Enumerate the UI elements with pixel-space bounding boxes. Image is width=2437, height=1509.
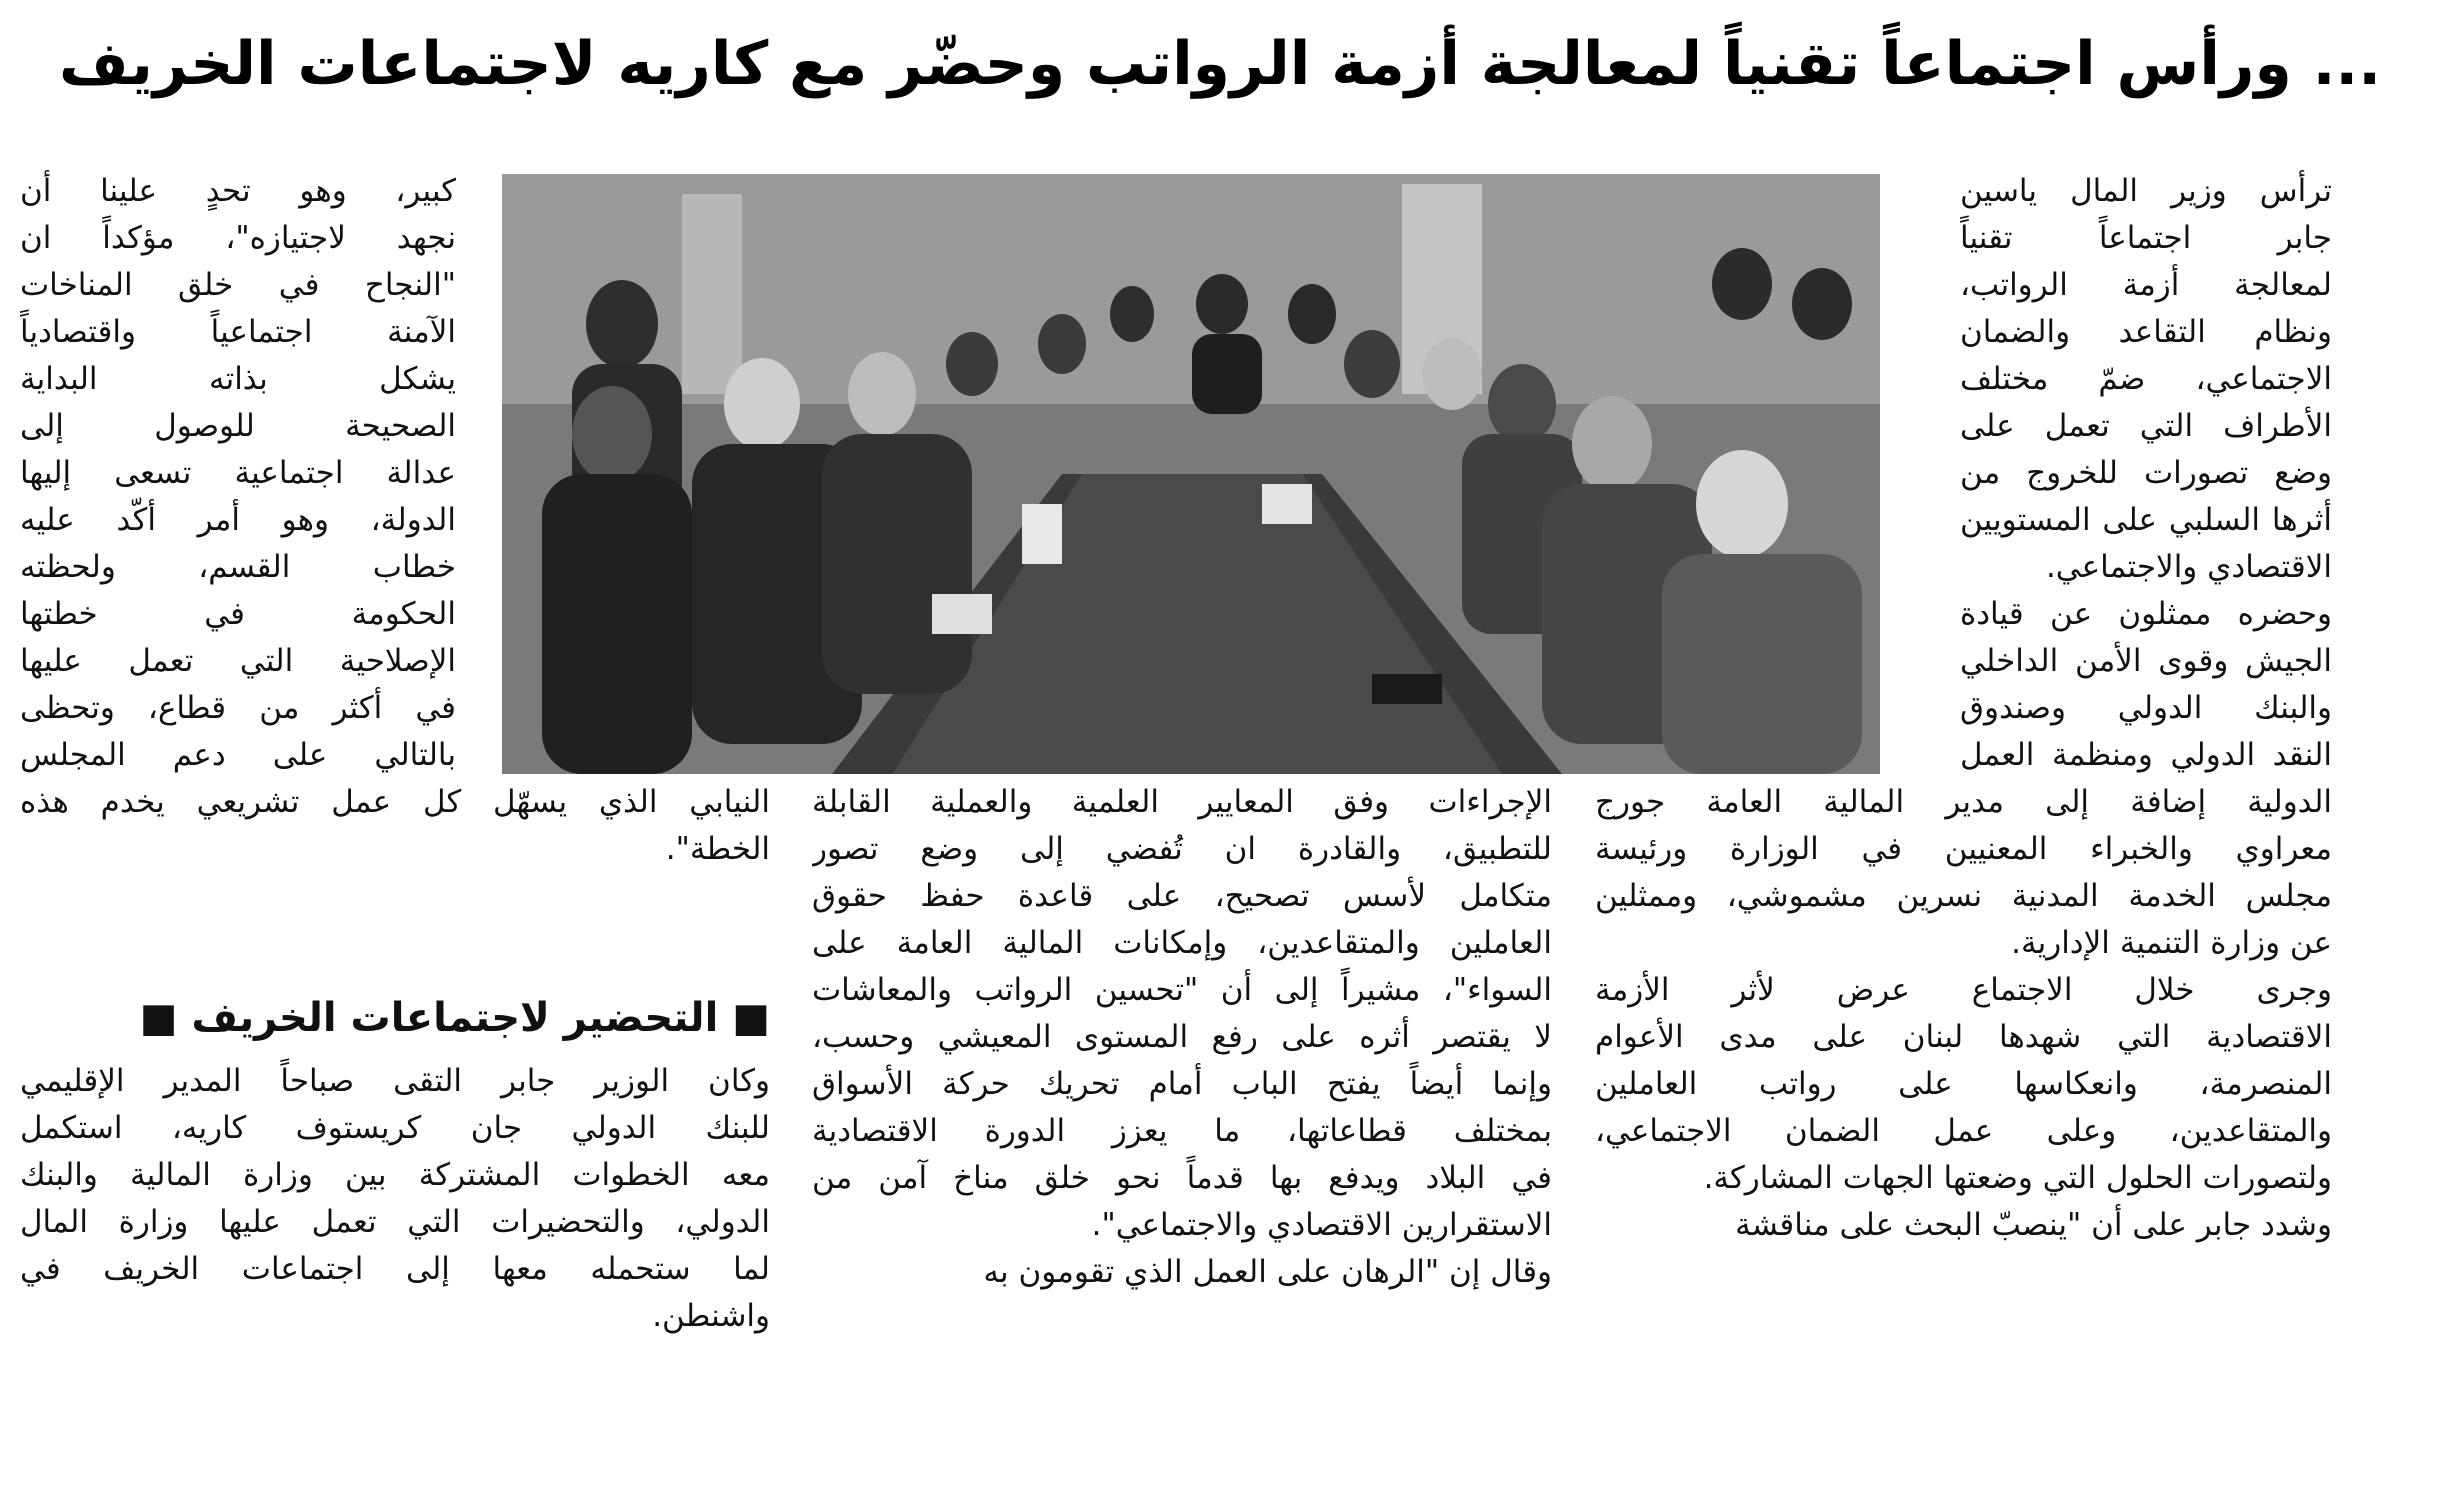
article-line: عن وزارة التنمية الإدارية. [2011, 925, 2332, 961]
article-line: المنصرمة، وانعكاسها على رواتب العاملين [1595, 1066, 2332, 1102]
article-line: الاقتصادي والاجتماعي. [2045, 549, 2332, 585]
article-line: وقال إن "الرهان على العمل الذي تقومون به [983, 1254, 1552, 1290]
article-line: الدولي، والتحضيرات التي تعمل عليها وزارة المال [20, 1204, 770, 1240]
article-line: وضع تصورات للخروج من [1960, 455, 2332, 491]
section-subheading: ■ التحضير لاجتماعات الخريف ■ [139, 995, 770, 1041]
article-line: وحضره ممثلون عن قيادة [1960, 596, 2332, 632]
article-line: الآمنة اجتماعياً واقتصادياً [20, 314, 456, 350]
article-line: الدولية إضافة إلى مدير المالية العامة جورج [1595, 784, 2332, 820]
article-line: الجيش وقوى الأمن الداخلي [1960, 643, 2332, 679]
meeting-photo [502, 174, 1880, 774]
article-line: الإصلاحية التي تعمل عليها [20, 643, 456, 679]
article-line: بمختلف قطاعاتها، ما يعزز الدورة الاقتصادية [812, 1113, 1552, 1149]
article-column-right-wide [1595, 779, 2332, 1249]
article-line: لمعالجة أزمة الرواتب، [1960, 267, 2332, 303]
article-line: واشنطن. [652, 1298, 770, 1334]
article-line: للتطبيق، والقادرة ان تُفضي إلى وضع تصور [812, 831, 1552, 867]
article-line: الاستقرارين الاقتصادي والاجتماعي". [1091, 1207, 1552, 1243]
article-line: لما ستحمله معها إلى اجتماعات الخريف في [20, 1251, 770, 1287]
article-line: ولتصورات الحلول التي وضعتها الجهات المشاركة. [1703, 1160, 2332, 1196]
article-line: وكان الوزير جابر التقى صباحاً المدير الإقليمي [20, 1063, 770, 1099]
article-line: مجلس الخدمة المدنية نسرين مشموشي، وممثلين [1595, 878, 2332, 914]
article-line: كبير، وهو تحدٍ علينا أن [20, 173, 456, 209]
article-column-left [20, 168, 456, 779]
article-line: النقد الدولي ومنظمة العمل [1960, 737, 2332, 773]
article-line: ترأس وزير المال ياسين [1960, 173, 2332, 209]
article-column-left-bottom [20, 970, 770, 1340]
article-line: الاقتصادية التي شهدها لبنان على مدى الأعوام [1595, 1019, 2332, 1055]
meeting-photo-icon [502, 174, 1880, 774]
article-line: جابر اجتماعاً تقنياً [1960, 220, 2332, 256]
article-line: لا يقتصر أثره على رفع المستوى المعيشي وحسب، [812, 1019, 1552, 1055]
article-column-middle [812, 779, 1552, 1296]
article-line: الاجتماعي، ضمّ مختلف [1960, 361, 2332, 397]
article-line: خطاب القسم، ولحظته [20, 549, 456, 585]
article-column-left-wide [20, 779, 770, 873]
article-line: الدولة، وهو أمر أكّد عليه [20, 502, 456, 538]
article-line: ونظام التقاعد والضمان [1960, 314, 2332, 350]
article-line: بالتالي على دعم المجلس [20, 737, 456, 773]
article-line: نجهد لاجتيازه"، مؤكداً ان [20, 220, 456, 256]
article-line: معراوي والخبراء المعنيين في الوزارة ورئيسة [1595, 831, 2332, 867]
article-line: "النجاح في خلق المناخات [20, 267, 456, 303]
article-line: وجرى خلال الاجتماع عرض لأثر الأزمة [1595, 972, 2332, 1008]
article-line: والمتقاعدين، وعلى عمل الضمان الاجتماعي، [1595, 1113, 2332, 1149]
article-line: الإجراءات وفق المعايير العلمية والعملية القابلة [812, 784, 1552, 820]
article-column-right [1960, 168, 2332, 779]
article-line: يشكل بذاته البداية [20, 361, 456, 397]
article-line: والبنك الدولي وصندوق [1960, 690, 2332, 726]
article-line: العاملين والمتقاعدين، وإمكانات المالية العامة على [812, 925, 1552, 961]
article-line: وإنما أيضاً يفتح الباب أمام تحريك حركة الأسواق [812, 1066, 1552, 1102]
article-line: الصحيحة للوصول إلى [20, 408, 456, 444]
article-line: النيابي الذي يسهّل كل عمل تشريعي يخدم هذه [20, 784, 770, 820]
article-line: الأطراف التي تعمل على [1960, 408, 2332, 444]
article-line: الخطة". [665, 831, 770, 867]
article-line: للبنك الدولي جان كريستوف كاريه، استكمل [20, 1110, 770, 1146]
article-line: في أكثر من قطاع، وتحظى [20, 690, 456, 726]
article-line: أثرها السلبي على المستويين [1960, 502, 2332, 538]
article-line: وشدد جابر على أن "ينصبّ البحث على مناقشة [1735, 1207, 2332, 1243]
article-line: السواء"، مشيراً إلى أن "تحسين الرواتب والمعاشات [812, 972, 1552, 1008]
article-line: معه الخطوات المشتركة بين وزارة المالية والبنك [20, 1157, 770, 1193]
article-line: عدالة اجتماعية تسعى إليها [20, 455, 456, 491]
article-line: الحكومة في خطتها [20, 596, 456, 632]
article-line: متكامل لأسس تصحيح، على قاعدة حفظ حقوق [812, 878, 1552, 914]
article-line: في البلاد ويدفع بها قدماً نحو خلق مناخ آمن من [812, 1160, 1552, 1196]
headline: ... ورأس اجتماعاً تقنياً لمعالجة أزمة الرواتب وحضّر مع كاريه لاجتماعات الخريف [58, 29, 2382, 99]
